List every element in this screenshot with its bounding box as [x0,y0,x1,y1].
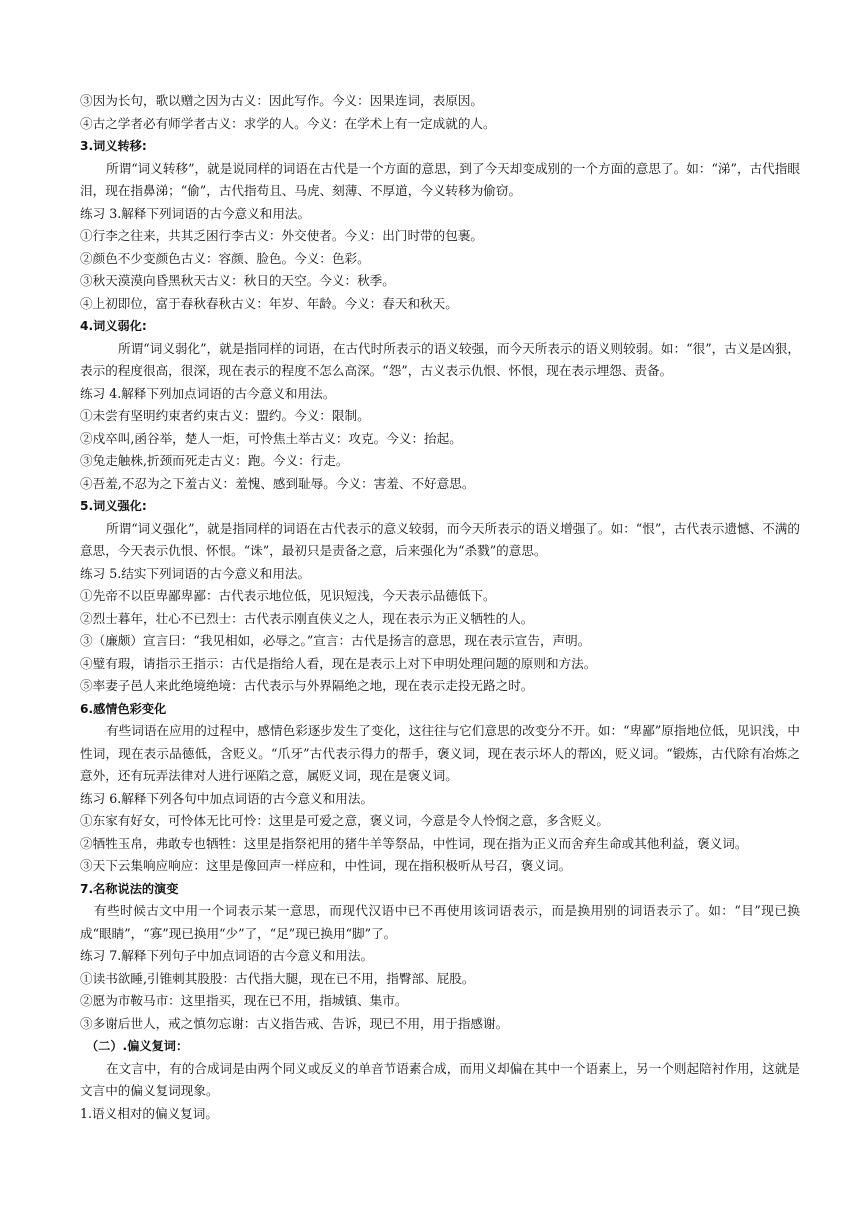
exercise-item: ④上初即位，富于春秋春秋古义：年岁、年龄。今义：春天和秋天。 [80,295,458,311]
section-heading-pianyi: （二）.偏义复词： [86,1039,189,1053]
exercise-item: ①东家有好女，可怜体无比可怜：这里是可爱之意，褒义词，今意是令人怜悯之意，多含贬义。 [80,813,609,828]
section-heading-3: 3.词义转移: [80,139,147,153]
section-heading-6: 6.感情色彩变化 [80,701,167,716]
section-paragraph-4: 所谓“词义弱化”，就是指同样的词语，在古代时所表示的语义较强，而今天所表示的语义则较弱。如：“很”，古义是凶狠，表示的程度很高，很深，现在表示的程度不怎么高深。“怨”，古义表示仇恨、怀恨，现在表示埋怨、责备。 [80,340,800,378]
exercise-item: ①读书欲睡,引锥刺其股股：古代指大腿，现在已不用，指臀部、屁股。 [80,970,475,986]
section-paragraph-3: 所谓“词义转移”，就是说同样的词语在古代是一个方面的意思，到了今天却变成别的一个方面的意思了。如：“涕”，古代指眼泪，现在指鼻涕；“偷”，古代指苟且、马虎、刻薄、不厚道，今义转移为偷窃。 [80,160,800,198]
section-heading-5: 5.词义强化: [80,499,147,513]
section-paragraph-pianyi: 在文言中，有的合成词是由两个同义或反义的单音节语素合成，而用义却偏在其中一个语素上，另一个则起陪衬作用，这就是文言中的偏义复词现象。 [80,1060,800,1098]
section-paragraph-6: 有些词语在应用的过程中，感情色彩逐步发生了变化，这往往与它们意思的改变分不开。如：“卑鄙”原指地位低，见识浅，中性词，现在表示品德低，含贬义。“爪牙”古代表示得力的帮手，褒义词，现在表示坏人的帮凶，贬义词。“锻炼，古代除有冶炼之意外，还有玩弄法律对人进行诬陷之意，属贬义词，现在是褒义词。 [80,723,800,783]
section-heading-7: 7.名称说法的演变 [80,881,179,896]
exercise-title-4: 练习 4.解释下列加点词语的古今意义和用法。 [80,385,336,401]
section-paragraph-7: 有些时候古文中用一个词表示某一意思，而现代汉语中已不再使用该词语表示，而是换用别的词语表示了。如：“目”现已换成“眼睛”，“寡”现已换用“少”了，“足”现已换用“脚”了。 [80,903,800,941]
exercise-item: ①行李之往来，共其乏困行李古义：外交使者。今义：出门时带的包裹。 [80,228,483,243]
exercise-item: ③多谢后世人，戒之慎勿忘谢：古义指告戒、告诉，现已不用，用于指感谢。 [80,1015,509,1031]
exercise-item: ②愿为市鞍马市：这里指买，现在已不用，指城镇、集市。 [80,993,408,1008]
exercise-title-7: 练习 7.解释下列句子中加点词语的古今意义和用法。 [80,948,374,963]
exercise-item: ③秋天漠漠向昏黑秋天古义：秋日的天空。今义：秋季。 [80,273,395,288]
exercise-item: ③天下云集响应响应：这里是像回声一样应和，中性词，现在指积极听从号召，褒义词。 [80,858,572,873]
exercise-item: ②戍卒叫,函谷举，楚人一炬，可怜焦土举古义：攻克。今义：抬起。 [80,430,462,446]
exercise-title-5: 练习 5.结实下列词语的古今意义和用法。 [80,565,311,581]
text-line: ④古之学者必有师学者古义：求学的人。今义：在学术上有一定成就的人。 [80,115,496,131]
exercise-item: ②颜色不少变颜色古义：容颜、脸色。今义：色彩。 [80,250,370,266]
exercise-title-3: 练习 3.解释下列词语的古今意义和用法。 [80,205,311,221]
exercise-item: ①先帝不以臣卑鄙卑鄙：古代表示地位低，见识短浅，今天表示品德低下。 [80,588,496,603]
exercise-item: ①未尝有坚明约束者约束古义：盟约。今义：限制。 [80,408,370,423]
exercise-item: ④吾羞,不忍为之下羞古义：羞愧、感到耻辱。今义：害羞、不好意思。 [80,475,475,491]
subsection-title: 1.语义相对的偏义复词。 [80,1105,218,1121]
exercise-item: ②烈士暮年，壮心不已烈士：古代表示刚直侠义之人，现在表示为正义牺牲的人。 [80,610,534,626]
exercise-item: ③（廉颇）宣言曰：“我见相如，必辱之。”宣言：古代是扬言的意思，现在表示宣告，声明。 [80,633,591,648]
exercise-item: ④璧有瑕，请指示王指示：古代是指给人看，现在是表示上对下申明处理问题的原则和方法。 [80,655,597,671]
exercise-item: ⑤率妻子邑人来此绝境绝境：古代表示与外界隔绝之地，现在表示走投无路之时。 [80,678,534,693]
exercise-title-6: 练习 6.解释下列各句中加点词语的古今意义和用法。 [80,790,374,806]
document-body [80,90,800,1125]
exercise-item: ③兔走触株,折颈而死走古义：跑。今义：行走。 [80,453,349,468]
section-heading-4: 4.词义弱化: [80,319,147,333]
exercise-item: ②牺牲玉帛，弗敢专也牺牲：这里是指祭祀用的猪牛羊等祭品，中性词，现在指为正义而舍弃生命或其他利益，褒义词。 [80,835,748,851]
text-line: ③因为长句，歌以赠之因为古义：因此写作。今义：因果连词，表原因。 [80,93,483,108]
section-paragraph-5: 所谓“词义强化”，就是指同样的词语在古代表示的意义较弱，而今天所表示的语义增强了。如：“恨”，古代表示遗憾、不满的意思，今天表示仇恨、怀恨。“诛”，最初只是责备之意，后来强化为“杀戮”的意思。 [80,520,800,558]
